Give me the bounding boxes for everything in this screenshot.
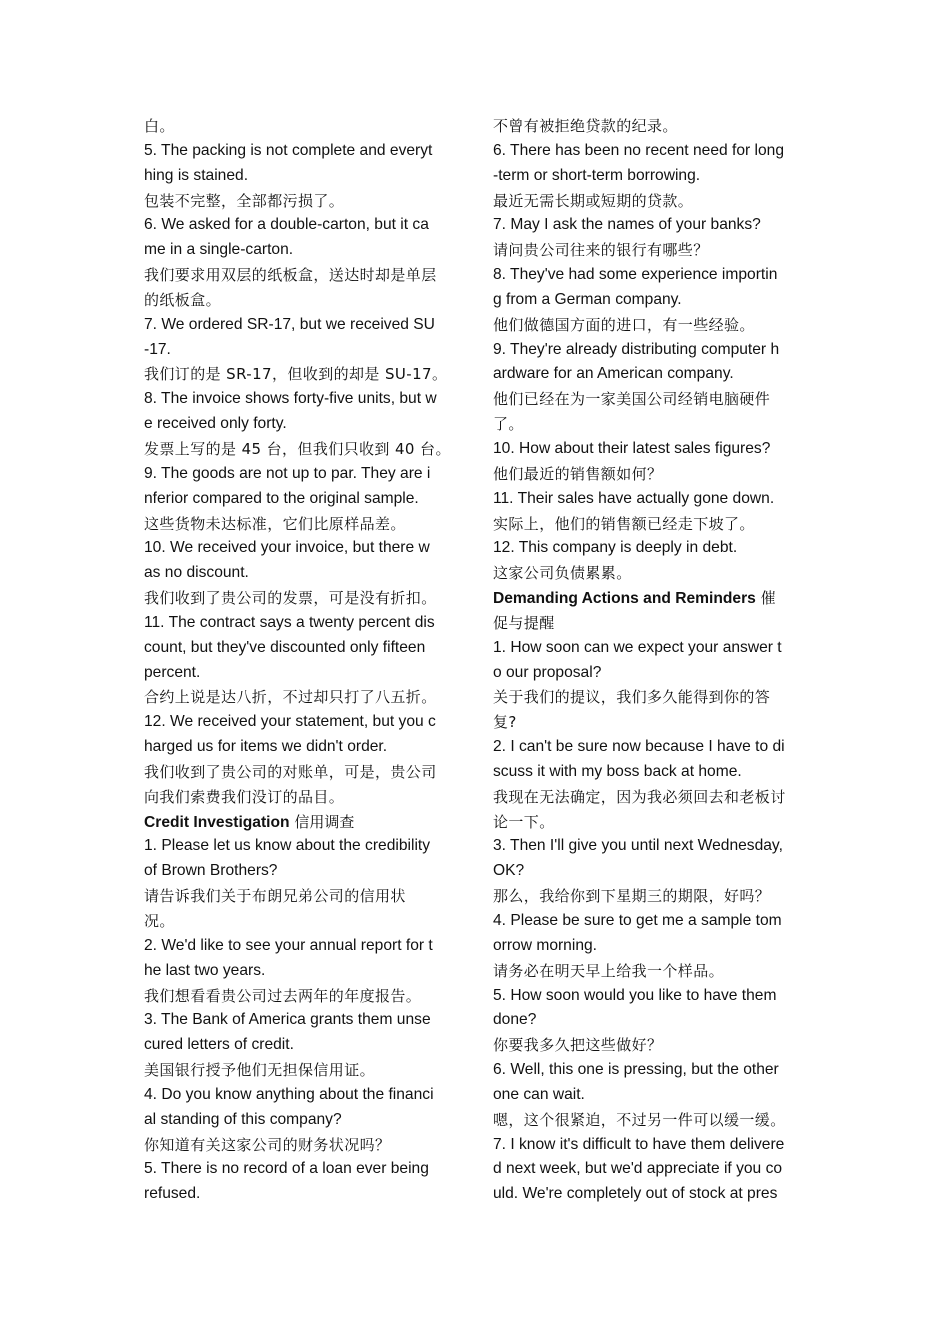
english-text-line: cured letters of credit. bbox=[144, 1036, 294, 1054]
english-text-line: refused. bbox=[144, 1185, 201, 1203]
chinese-text-line: 这些货物未达标准，它们比原样品差。 bbox=[144, 514, 406, 533]
chinese-text-line: 他们最近的销售额如何？ bbox=[493, 464, 663, 483]
english-text-line: orrow morning. bbox=[493, 936, 597, 954]
english-text-line: 6. There has been no recent need for long bbox=[493, 141, 785, 159]
english-text-line: -17. bbox=[144, 340, 171, 358]
english-text-line: 4. Please be sure to get me a sample tom bbox=[493, 912, 782, 929]
english-text-line: count, but they've discounted only fifteen bbox=[144, 638, 426, 656]
english-text-line: d next week, but we'd appreciate if you co bbox=[493, 1160, 783, 1178]
english-text-line: 1. Please let us know about the credibility bbox=[144, 837, 431, 855]
chinese-text-line: 包装不完整，全部都污损了。 bbox=[144, 191, 345, 210]
chinese-text-line: 关于我们的提议，我们多久能得到你的答 bbox=[493, 688, 771, 707]
chinese-text-line: 了。 bbox=[493, 415, 524, 434]
english-text-line: harged us for items we didn't order. bbox=[144, 738, 388, 756]
chinese-text-line: 我现在无法确定，因为我必须回去和老板讨 bbox=[493, 787, 786, 806]
english-text-line: 12. This company is deeply in debt. bbox=[493, 539, 738, 557]
section-heading-title: Demanding Actions and Reminders bbox=[493, 590, 756, 608]
english-text-line: o our proposal? bbox=[493, 663, 602, 681]
english-text-line: me in a single-carton. bbox=[144, 241, 294, 259]
chinese-text-line: 实际上，他们的销售额已经走下坡了。 bbox=[493, 514, 755, 533]
english-text-line: 9. The goods are not up to par. They are i bbox=[144, 464, 431, 482]
section-heading bbox=[493, 586, 813, 611]
chinese-text-line: 这家公司负债累累。 bbox=[493, 564, 632, 583]
english-text-line: 4. Do you know anything about the financi bbox=[144, 1085, 434, 1103]
chinese-text-line: 请务必在明天早上给我一个样品。 bbox=[493, 961, 725, 980]
english-text-line: done? bbox=[493, 1011, 537, 1029]
english-text-line: 9. They're already distributing computer h bbox=[493, 340, 780, 358]
english-text-line: one can wait. bbox=[493, 1085, 585, 1103]
english-text-line: al standing of this company? bbox=[144, 1110, 342, 1128]
chinese-text-line: 白。 bbox=[144, 117, 175, 135]
right-column bbox=[493, 114, 813, 1207]
chinese-text-line: 况。 bbox=[144, 912, 175, 930]
chinese-text-line: 我们收到了贵公司的发票，可是没有折扣。 bbox=[144, 589, 437, 608]
english-text-line: 7. We ordered SR-17, but we received SU bbox=[144, 315, 435, 333]
english-text-line: 8. The invoice shows forty-five units, but w bbox=[144, 390, 437, 408]
english-text-line: -term or short-term borrowing. bbox=[493, 166, 701, 184]
english-text-line: ardware for an American company. bbox=[493, 365, 734, 383]
english-text-line: 5. The packing is not complete and everyt bbox=[144, 141, 433, 159]
chinese-text-line: 复? bbox=[493, 713, 517, 732]
chinese-text-line: 我们想看看贵公司过去两年的年度报告。 bbox=[144, 986, 422, 1005]
chinese-text-line: 不曾有被拒绝贷款的纪录。 bbox=[493, 117, 678, 135]
chinese-text-line: 他们做德国方面的进口，有一些经验。 bbox=[493, 315, 755, 334]
english-text-line: 8. They've had some experience importin bbox=[493, 266, 778, 284]
chinese-text-line: 请问贵公司往来的银行有哪些？ bbox=[493, 241, 709, 260]
chinese-text-line: 促与提醒 bbox=[493, 613, 555, 632]
english-text-line: g from a German company. bbox=[493, 290, 682, 308]
english-text-line: 10. We received your invoice, but there w bbox=[144, 539, 430, 557]
chinese-text-line: 请告诉我们关于布朗兄弟公司的信用状 bbox=[144, 887, 406, 906]
english-text-line: 2. I can't be sure now because I have to di bbox=[493, 738, 785, 756]
english-text-line: nferior compared to the original sample. bbox=[144, 489, 419, 507]
chinese-text-line: 的纸板盒。 bbox=[144, 290, 222, 309]
english-text-line: scuss it with my boss back at home. bbox=[493, 762, 742, 780]
english-text-line: 6. Well, this one is pressing, but the other bbox=[493, 1061, 779, 1079]
chinese-text-line: 论一下。 bbox=[493, 812, 555, 831]
english-text-line: 6. We asked for a double-carton, but it ca bbox=[144, 216, 429, 234]
chinese-text-line: 最近无需长期或短期的贷款。 bbox=[493, 191, 694, 210]
english-text-line: OK? bbox=[493, 862, 525, 880]
english-text-line: 3. Then I'll give you until next Wednesday, bbox=[493, 837, 783, 855]
chinese-text-line: 美国银行授予他们无担保信用证。 bbox=[144, 1061, 376, 1080]
english-text-line: as no discount. bbox=[144, 564, 249, 582]
chinese-text-line: 我们订的是 SR-17，但收到的却是 SU-17。 bbox=[144, 365, 448, 384]
english-text-line: 7. I know it's difficult to have them delivere bbox=[493, 1135, 785, 1153]
english-text-line: 11. Their sales have actually gone down. bbox=[493, 489, 775, 507]
english-text-line: 5. How soon would you like to have them bbox=[493, 986, 777, 1004]
english-text-line: 10. How about their latest sales figures? bbox=[493, 439, 771, 457]
section-heading bbox=[144, 810, 464, 835]
english-text-line: 5. There is no record of a loan ever being bbox=[144, 1160, 429, 1178]
english-text-line: he last two years. bbox=[144, 961, 266, 979]
chinese-text-line: 你知道有关这家公司的财务状况吗？ bbox=[144, 1135, 391, 1154]
english-text-line: 7. May I ask the names of your banks? bbox=[493, 216, 761, 234]
chinese-text-line: 那么，我给你到下星期三的期限，好吗？ bbox=[493, 887, 771, 906]
chinese-text-line: 他们已经在为一家美国公司经销电脑硬件 bbox=[493, 390, 771, 409]
chinese-text-line: 我们收到了贵公司的对账单，可是，贵公司 bbox=[144, 762, 437, 781]
english-text-line: 12. We received your statement, but you c bbox=[144, 713, 436, 731]
english-text-line: hing is stained. bbox=[144, 166, 249, 184]
english-text-line: 2. We'd like to see your annual report for t bbox=[144, 936, 433, 954]
english-text-line: e received only forty. bbox=[144, 415, 287, 433]
chinese-text-line: 发票上写的是 45 台，但我们只收到 40 台。 bbox=[144, 439, 451, 458]
english-text-line: of Brown Brothers? bbox=[144, 862, 278, 880]
section-heading-chinese: 催 bbox=[755, 589, 776, 608]
chinese-text-line: 我们要求用双层的纸板盒，送达时却是单层 bbox=[144, 266, 437, 285]
english-text-line: percent. bbox=[144, 663, 201, 681]
chinese-text-line: 嗯，这个很紧迫，不过另一件可以缓一缓。 bbox=[493, 1110, 786, 1129]
chinese-text-line: 向我们索费我们没订的品目。 bbox=[144, 787, 345, 806]
chinese-text-line: 合约上说是达八折，不过却只打了八五折。 bbox=[144, 688, 437, 707]
chinese-text-line: 你要我多久把这些做好？ bbox=[493, 1036, 663, 1055]
english-text-line: 3. The Bank of America grants them unse bbox=[144, 1011, 431, 1029]
english-text-line: uld. We're completely out of stock at pres bbox=[493, 1185, 778, 1203]
left-column bbox=[144, 114, 464, 1207]
english-text-line: 11. The contract says a twenty percent dis bbox=[144, 613, 435, 631]
section-heading-chinese: 信用调查 bbox=[289, 812, 355, 831]
english-text-line: 1. How soon can we expect your answer t bbox=[493, 638, 782, 656]
section-heading-title: Credit Investigation bbox=[144, 813, 290, 831]
